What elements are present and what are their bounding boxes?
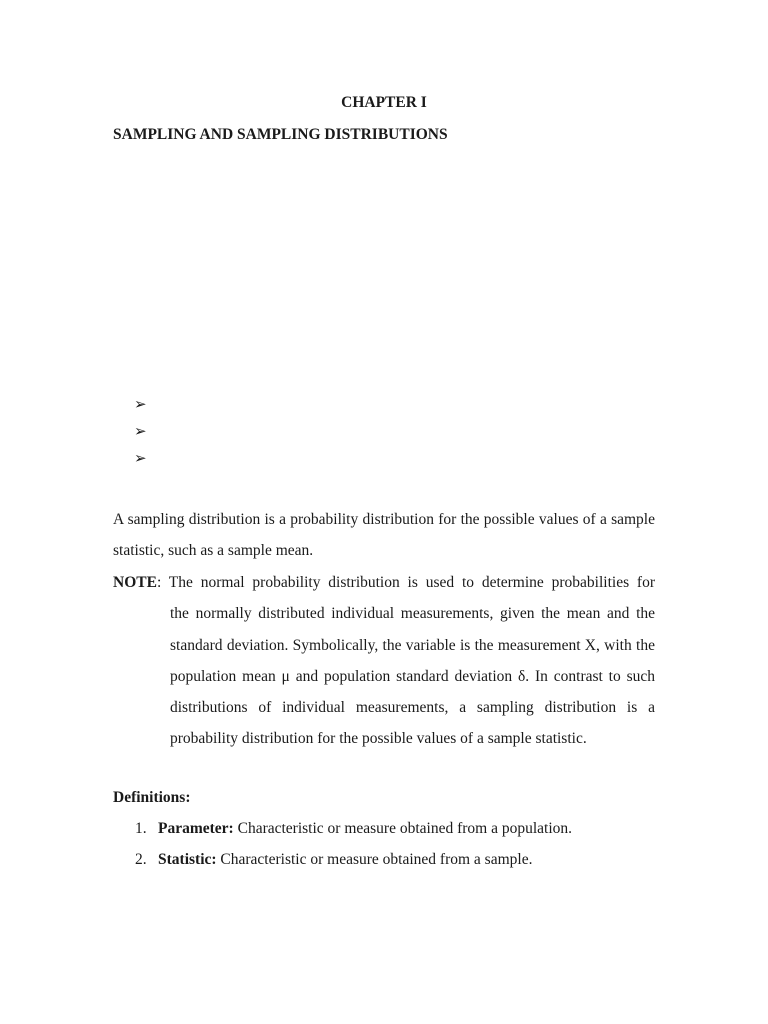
note-first-text: : The normal probability distribution is used to determine probabilities for <box>156 574 655 591</box>
bullet-item <box>134 396 147 423</box>
arrow-bullet-icon: ➢ <box>134 397 147 413</box>
arrow-bullet-icon: ➢ <box>134 451 147 467</box>
bullet-item <box>134 423 147 450</box>
definitions-list <box>113 818 673 880</box>
note-continuation: the normally distributed individual measurements, given the mean and the standard deviation. Symbolically, the variable is the measurement X, with the population mean μ and population standard deviation δ. In contrast to such distributions of individual measurements, a sampling distribution is a probability distribution for the possible values of a sample statistic. <box>170 605 655 748</box>
chapter-label: CHAPTER I <box>341 94 427 111</box>
chapter-title: SAMPLING AND SAMPLING DISTRIBUTIONS <box>113 126 448 143</box>
definition-item <box>113 849 673 880</box>
note-label: NOTE <box>113 574 157 591</box>
note-block <box>113 567 655 755</box>
bullet-list <box>134 396 147 477</box>
definitions-heading: Definitions: <box>113 789 191 806</box>
definition-item <box>113 818 673 849</box>
note-first-line <box>113 567 655 598</box>
intro-paragraph: A sampling distribution is a probability distribution for the possible values of a sample statistic, such as a sample mean. <box>113 511 655 560</box>
arrow-bullet-icon: ➢ <box>134 424 147 440</box>
definition-term: Statistic: <box>158 851 217 868</box>
definition-number: 1. <box>135 820 147 837</box>
definition-number: 2. <box>135 851 147 868</box>
definition-term: Parameter: <box>158 820 234 837</box>
bullet-item <box>134 450 147 477</box>
definition-text: Characteristic or measure obtained from a population. <box>233 820 573 837</box>
definition-text: Characteristic or measure obtained from a sample. <box>216 851 533 868</box>
